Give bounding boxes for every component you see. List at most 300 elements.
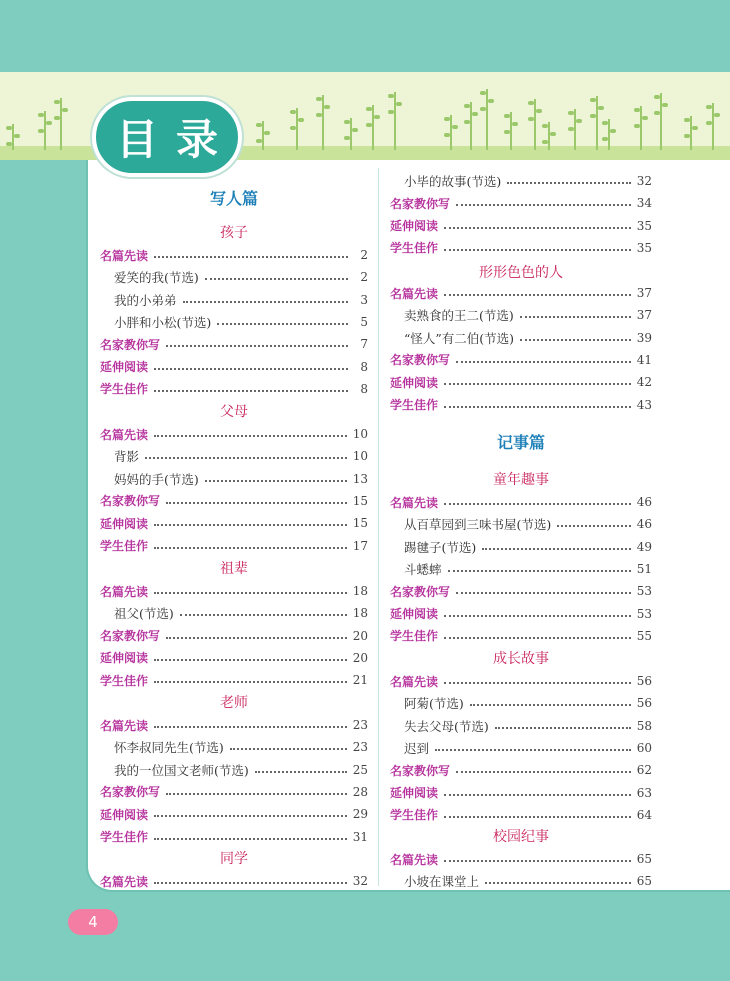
- dot-leader: [154, 547, 347, 549]
- dot-leader: [456, 361, 631, 363]
- toc-category-row[interactable]: [100, 535, 368, 557]
- toc-entry-label: 小胖和小松(节选): [114, 314, 212, 330]
- toc-category-row[interactable]: [390, 625, 652, 647]
- toc-entry-label: 名篇先读: [100, 874, 149, 889]
- toc-entry-label: 学生佳作: [100, 673, 149, 688]
- toc-entry-label: 名篇先读: [100, 584, 149, 599]
- dot-leader: [154, 838, 347, 840]
- toc-category-row[interactable]: [100, 714, 368, 736]
- toc-entry-label: 我的一位国文老师(节选): [114, 762, 249, 778]
- toc-entry-row[interactable]: [390, 558, 652, 580]
- sprout-stem: [574, 109, 576, 150]
- toc-entry-label: 学生佳作: [390, 808, 439, 823]
- dot-leader: [166, 793, 347, 795]
- sprout-leaf: [444, 117, 450, 121]
- toc-page-number: 23: [352, 740, 368, 755]
- dot-leader: [154, 815, 347, 817]
- toc-entry-label: 卖熟食的王二(节选): [404, 308, 514, 324]
- toc-page-number: 5: [360, 314, 368, 329]
- sprout-stem: [44, 111, 46, 150]
- sprout-stem: [350, 118, 352, 150]
- dot-leader: [456, 204, 631, 206]
- toc-category-row[interactable]: [100, 781, 368, 803]
- toc-entry-label: 延伸阅读: [100, 807, 149, 822]
- toc-entry-label: 踢毽子(节选): [404, 539, 477, 555]
- toc-category-row[interactable]: [390, 804, 652, 826]
- sprout-leaf: [568, 111, 574, 115]
- dot-leader: [444, 406, 631, 408]
- toc-entry-label: 背影: [114, 449, 140, 465]
- sprout-leaf: [316, 113, 322, 117]
- sprout-leaf: [684, 134, 690, 138]
- sprout-leaf: [504, 130, 510, 134]
- toc-category-row[interactable]: [100, 826, 368, 848]
- toc-page-number: 56: [636, 696, 652, 711]
- sprout-leaf: [62, 108, 68, 112]
- sprout-stem: [372, 105, 374, 150]
- sprout-leaf: [590, 98, 596, 102]
- toc-category-row[interactable]: [390, 192, 652, 214]
- sprout-leaf: [388, 110, 394, 114]
- column-divider: [378, 168, 379, 886]
- toc-entry-label: 学生佳作: [390, 241, 439, 256]
- sprout-leaf: [290, 110, 296, 114]
- toc-entry-label: 名家教你写: [100, 629, 161, 644]
- sprout-stem: [640, 106, 642, 150]
- sprout-leaf: [256, 123, 262, 127]
- section-heading: 祖辈: [220, 561, 248, 577]
- dot-leader: [444, 682, 631, 684]
- sprout-stem: [608, 119, 610, 150]
- sprout-leaf: [464, 120, 470, 124]
- sprout-leaf: [344, 120, 350, 124]
- toc-page-number: 10: [352, 427, 368, 441]
- dot-leader: [557, 525, 630, 527]
- part-heading: 记事篇: [496, 433, 545, 452]
- toc-entry-label: 名家教你写: [100, 337, 161, 352]
- toc-page-number: 18: [352, 584, 368, 598]
- sprout-stem: [470, 102, 472, 150]
- sprout-stem: [450, 115, 452, 150]
- toc-entry-label: 我的小弟弟: [114, 292, 177, 308]
- part-heading: 写人篇: [209, 189, 258, 208]
- dot-leader: [444, 383, 631, 385]
- dot-leader: [154, 726, 347, 728]
- toc-entry-label: 学生佳作: [390, 398, 439, 412]
- toc-entry-label: 妈妈的手(节选): [114, 471, 199, 487]
- sprout-stem: [322, 95, 324, 150]
- sprout-stem: [486, 89, 488, 150]
- dot-leader: [183, 301, 348, 303]
- toc-entry-label: 失去父母(节选): [404, 718, 489, 734]
- toc-page-number: 56: [636, 674, 652, 688]
- toc-page-number: 42: [636, 375, 652, 390]
- toc-entry-label: 迟到: [404, 740, 430, 756]
- toc-page-number: 28: [352, 784, 368, 799]
- toc-page-number: 13: [352, 471, 368, 486]
- section-heading: 同学: [220, 851, 248, 867]
- toc-page-number: 60: [636, 740, 652, 755]
- toc-category-row[interactable]: [390, 670, 652, 692]
- sprout-stem: [690, 116, 692, 150]
- section-heading: 童年趣事: [493, 472, 549, 488]
- dot-leader: [154, 524, 347, 526]
- dot-leader: [482, 548, 630, 550]
- dot-leader: [205, 480, 347, 482]
- toc-page-number: 2: [360, 270, 368, 285]
- toc-entry-label: 名篇先读: [100, 248, 149, 263]
- toc-entry-label: 名家教你写: [390, 584, 451, 599]
- toc-entry-label: 名篇先读: [390, 286, 439, 301]
- page-title: 目录: [92, 97, 242, 177]
- dot-leader: [470, 704, 631, 706]
- toc-page-number: 8: [360, 359, 368, 374]
- sprout-leaf: [14, 134, 20, 138]
- dot-leader: [520, 339, 631, 341]
- toc-page-number: 3: [360, 292, 368, 307]
- sprout-leaf: [264, 131, 270, 135]
- sprout-leaf: [464, 104, 470, 108]
- sprout-leaf: [324, 105, 330, 109]
- toc-page-number: 17: [352, 538, 368, 553]
- toc-page-number: 62: [636, 763, 652, 778]
- sprout-stem: [534, 99, 536, 150]
- toc-entry-label: 延伸阅读: [390, 607, 439, 621]
- sprout-leaf: [714, 113, 720, 117]
- sprout-leaf: [256, 139, 262, 143]
- dot-leader: [444, 294, 631, 296]
- toc-page-number: 35: [636, 240, 652, 255]
- dot-leader: [444, 860, 631, 862]
- sprout-leaf: [512, 122, 518, 126]
- toc-entry-label: 名篇先读: [100, 718, 149, 733]
- toc-entry-label: 学生佳作: [100, 382, 149, 397]
- toc-page-number: 51: [636, 561, 652, 576]
- section-heading: 父母: [220, 404, 248, 420]
- dot-leader: [166, 637, 347, 639]
- sprout-leaf: [316, 97, 322, 101]
- toc-entry-label: 小毕的故事(节选): [404, 174, 502, 189]
- dot-leader: [255, 771, 347, 773]
- toc-page-number: 37: [636, 308, 652, 323]
- sprout-leaf: [374, 115, 380, 119]
- toc-page-number: 39: [636, 330, 652, 345]
- sprout-leaf: [692, 126, 698, 130]
- toc-category-row[interactable]: [390, 491, 652, 513]
- toc-page-number: 53: [636, 606, 652, 621]
- toc-entry-label: 从百草园到三味书屋(节选): [404, 517, 552, 533]
- sprout-leaf: [344, 136, 350, 140]
- dot-leader: [444, 794, 631, 796]
- toc-entry-row[interactable]: [390, 513, 652, 535]
- toc-category-row[interactable]: [390, 759, 652, 781]
- toc-category-row[interactable]: [390, 848, 652, 870]
- dot-leader: [154, 368, 348, 370]
- toc-category-row[interactable]: [390, 782, 652, 804]
- sprout-leaf: [706, 121, 712, 125]
- sprout-stem: [596, 96, 598, 150]
- toc-entry-row[interactable]: [100, 736, 368, 758]
- toc-page-number: 15: [352, 493, 368, 508]
- toc-entry-label: 名家教你写: [390, 196, 451, 211]
- sprout-leaf: [472, 112, 478, 116]
- sprout-leaf: [504, 114, 510, 118]
- toc-page-number: 20: [352, 650, 368, 665]
- toc-entry-row[interactable]: [390, 536, 652, 558]
- dot-leader: [448, 570, 631, 572]
- dot-leader: [444, 816, 631, 818]
- toc-entry-row[interactable]: [390, 170, 652, 192]
- toc-entry-row[interactable]: [390, 737, 652, 759]
- toc-entry-label: 阿菊(节选): [404, 696, 464, 712]
- toc-page-number: 23: [352, 718, 368, 732]
- dot-leader: [166, 502, 347, 504]
- dot-leader: [205, 278, 348, 280]
- sprout-stem: [510, 112, 512, 150]
- sprout-stem: [712, 103, 714, 150]
- toc-page-number: 32: [352, 874, 368, 888]
- toc-page-number: 25: [352, 762, 368, 777]
- dot-leader: [444, 615, 631, 617]
- toc-entry-row[interactable]: [390, 692, 652, 714]
- sprout-leaf: [542, 140, 548, 144]
- toc-entry-label: 名篇先读: [390, 495, 439, 510]
- sprout-stem: [296, 108, 298, 150]
- sprout-leaf: [610, 129, 616, 133]
- section-heading: 形形色色的人: [479, 265, 563, 281]
- dot-leader: [485, 882, 631, 884]
- toc-category-row[interactable]: [100, 356, 368, 378]
- toc-page-number: 64: [636, 807, 652, 822]
- toc-entry-label: 延伸阅读: [100, 360, 149, 374]
- dot-leader: [230, 748, 347, 750]
- dot-leader: [154, 435, 347, 437]
- sprout-leaf: [602, 137, 608, 141]
- toc-entry-row[interactable]: [390, 327, 652, 349]
- toc-entry-label: 延伸阅读: [390, 219, 439, 234]
- toc-category-row[interactable]: [100, 378, 368, 400]
- toc-page-number: 2: [360, 248, 368, 262]
- toc-page-number: 65: [636, 852, 652, 866]
- sprout-leaf: [542, 124, 548, 128]
- dot-leader: [520, 316, 631, 318]
- sprout-leaf: [54, 100, 60, 104]
- toc-entry-row[interactable]: [100, 468, 368, 490]
- sprout-leaf: [550, 132, 556, 136]
- toc-entry-label: 名篇先读: [390, 674, 439, 689]
- toc-category-row[interactable]: [100, 512, 368, 534]
- toc-entry-label: 爱笑的我(节选): [114, 270, 199, 286]
- dot-leader: [495, 727, 631, 729]
- toc-category-row[interactable]: [390, 237, 652, 259]
- section-heading: 校园纪事: [493, 829, 549, 845]
- toc-page-number: 35: [636, 218, 652, 233]
- toc-category-row[interactable]: [100, 803, 368, 825]
- toc-entry-row[interactable]: [100, 266, 368, 288]
- toc-entry-label: 名家教你写: [390, 353, 451, 368]
- sprout-leaf: [366, 107, 372, 111]
- toc-entry-label: 怀李叔同先生(节选): [114, 740, 224, 756]
- sprout-leaf: [452, 125, 458, 129]
- toc-entry-row[interactable]: [390, 304, 652, 326]
- sprout-leaf: [602, 121, 608, 125]
- dot-leader: [444, 227, 631, 229]
- toc-page-number: 37: [636, 286, 652, 300]
- sprout-leaf: [634, 124, 640, 128]
- sprout-leaf: [46, 121, 52, 125]
- toc-category-row[interactable]: [100, 244, 368, 266]
- dot-leader: [217, 323, 348, 325]
- toc-category-row[interactable]: [390, 282, 652, 304]
- sprout-leaf: [38, 113, 44, 117]
- sprout-leaf: [684, 118, 690, 122]
- sprout-leaf: [654, 95, 660, 99]
- toc-page-number: 65: [636, 874, 652, 889]
- dot-leader: [444, 637, 631, 639]
- sprout-leaf: [290, 126, 296, 130]
- toc-entry-label: 延伸阅读: [390, 375, 439, 390]
- toc-entry-label: 斗蟋蟀: [404, 561, 442, 577]
- sprout-leaf: [706, 105, 712, 109]
- sprout-leaf: [662, 103, 668, 107]
- page-number: 4: [68, 909, 118, 935]
- toc-category-row[interactable]: [100, 580, 368, 602]
- dot-leader: [456, 771, 631, 773]
- toc-page-number: 46: [636, 517, 652, 532]
- toc-entry-label: 学生佳作: [100, 539, 149, 553]
- toc-category-row[interactable]: [390, 371, 652, 393]
- sprout-leaf: [528, 117, 534, 121]
- toc-page-number: 21: [352, 673, 368, 688]
- toc-category-row[interactable]: [100, 625, 368, 647]
- dot-leader: [444, 503, 631, 505]
- toc-entry-label: 延伸阅读: [390, 786, 439, 800]
- sprout-leaf: [444, 133, 450, 137]
- toc-page-number: 15: [352, 516, 368, 531]
- toc-entry-row[interactable]: [100, 311, 368, 333]
- sprout-stem: [60, 98, 62, 150]
- sprout-stem: [548, 122, 550, 150]
- sprout-leaf: [38, 129, 44, 133]
- toc-category-row[interactable]: [390, 349, 652, 371]
- toc-page-number: 20: [352, 628, 368, 643]
- toc-entry-label: 小坡在课堂上: [404, 874, 480, 890]
- toc-entry-label: 名家教你写: [100, 494, 161, 509]
- toc-entry-label: 祖父(节选): [114, 606, 174, 622]
- dot-leader: [154, 659, 347, 661]
- toc-page-number: 41: [636, 352, 652, 367]
- sprout-leaf: [590, 114, 596, 118]
- dot-leader: [444, 249, 631, 251]
- toc-category-row[interactable]: [390, 215, 652, 237]
- dot-leader: [180, 614, 347, 616]
- sprout-leaf: [576, 119, 582, 123]
- sprout-leaf: [6, 126, 12, 130]
- toc-category-row[interactable]: [100, 490, 368, 512]
- sprout-leaf: [366, 123, 372, 127]
- sprout-leaf: [352, 128, 358, 132]
- sprout-leaf: [480, 107, 486, 111]
- toc-page-number: 49: [636, 539, 652, 554]
- toc-entry-label: 名篇先读: [100, 427, 149, 442]
- section-heading: 孩子: [220, 225, 248, 241]
- toc-category-row[interactable]: [100, 669, 368, 691]
- dot-leader: [154, 256, 348, 258]
- sprout-leaf: [388, 94, 394, 98]
- dot-leader: [154, 592, 347, 594]
- sprout-leaf: [598, 106, 604, 110]
- toc-category-row[interactable]: [390, 394, 652, 416]
- toc-entry-row[interactable]: [100, 759, 368, 781]
- sprout-leaf: [654, 111, 660, 115]
- sprout-leaf: [528, 101, 534, 105]
- sprout-leaf: [634, 108, 640, 112]
- toc-entry-label: 名家教你写: [100, 785, 161, 800]
- sprout-leaf: [488, 99, 494, 103]
- toc-page-number: 7: [360, 337, 368, 352]
- toc-entry-row[interactable]: [390, 870, 652, 892]
- toc-category-row[interactable]: [390, 580, 652, 602]
- toc-page-number: 55: [636, 628, 652, 643]
- toc-entry-label: “怪人”有二伯(节选): [404, 330, 515, 346]
- toc-entry-row[interactable]: [100, 602, 368, 624]
- toc-page-number: 58: [636, 718, 652, 733]
- toc-page-number: 10: [352, 449, 368, 464]
- toc-entry-label: 学生佳作: [100, 830, 149, 844]
- dot-leader: [154, 390, 348, 392]
- toc-entry-row[interactable]: [100, 445, 368, 467]
- sprout-leaf: [298, 118, 304, 122]
- toc-page-number: 46: [636, 495, 652, 509]
- sprout-stem: [394, 92, 396, 150]
- toc-entry-label: 延伸阅读: [100, 651, 149, 666]
- toc-category-row[interactable]: [390, 603, 652, 625]
- sprout-leaf: [480, 91, 486, 95]
- dot-leader: [507, 182, 630, 184]
- toc-entry-label: 名家教你写: [390, 763, 451, 778]
- dot-leader: [154, 882, 347, 884]
- toc-entry-label: 名篇先读: [390, 852, 439, 867]
- toc-page-number: 34: [636, 196, 652, 211]
- toc-entry-label: 学生佳作: [390, 629, 439, 644]
- sprout-leaf: [642, 116, 648, 120]
- sprout-leaf: [6, 142, 12, 146]
- toc-page-number: 63: [636, 785, 652, 800]
- toc-entry-row[interactable]: [100, 289, 368, 311]
- toc-page-number: 32: [636, 174, 652, 188]
- sprout-leaf: [536, 109, 542, 113]
- toc-page-number: 31: [352, 829, 368, 844]
- toc-page-number: 43: [636, 397, 652, 412]
- toc-category-row[interactable]: [100, 647, 368, 669]
- toc-category-row[interactable]: [100, 423, 368, 445]
- toc-category-row[interactable]: [100, 333, 368, 355]
- sprout-leaf: [568, 127, 574, 131]
- section-heading: 老师: [220, 695, 248, 711]
- section-heading: 成长故事: [493, 651, 549, 667]
- toc-entry-row[interactable]: [390, 715, 652, 737]
- dot-leader: [154, 681, 347, 683]
- dot-leader: [166, 345, 348, 347]
- dot-leader: [456, 592, 631, 594]
- toc-page-number: 8: [360, 381, 368, 396]
- sprout-stem: [660, 93, 662, 150]
- toc-page-number: 29: [352, 807, 368, 822]
- dot-leader: [145, 457, 347, 459]
- toc-category-row[interactable]: [100, 870, 368, 892]
- dot-leader: [435, 749, 631, 751]
- sprout-leaf: [396, 102, 402, 106]
